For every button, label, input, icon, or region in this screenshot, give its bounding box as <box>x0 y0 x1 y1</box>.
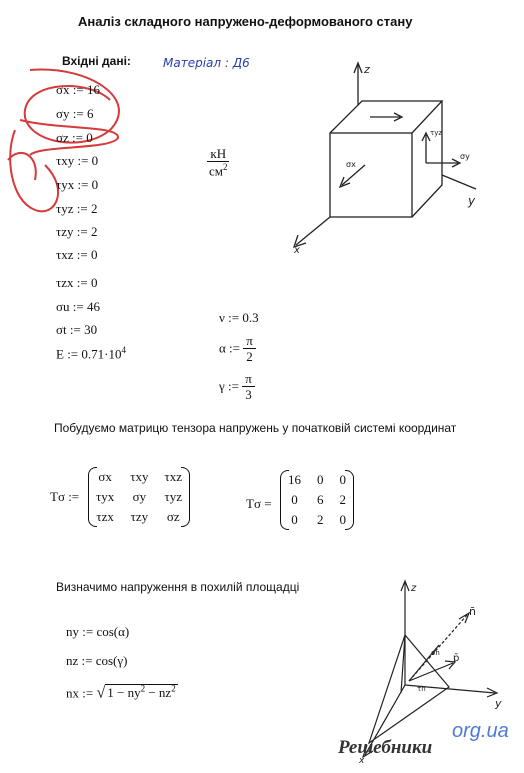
num-cell: 2 <box>339 492 346 507</box>
var-tau-yx: τyx := 0 <box>56 177 99 192</box>
sym-cell: τxy <box>130 469 149 484</box>
formula-nz: nz := cos(γ) <box>66 653 128 668</box>
cube-z-label: z <box>364 63 370 76</box>
tensor-symbolic-lhs: Tσ := <box>50 489 80 504</box>
gamma-lhs: γ := <box>219 378 239 394</box>
formula-nx <box>66 684 178 702</box>
tensor-numeric-table <box>280 470 354 530</box>
material-note: Матеріал : Д6 <box>163 56 250 70</box>
formula-ny: ny := cos(α) <box>66 624 130 639</box>
alpha-lhs: α := <box>219 340 241 356</box>
normal-vector-label: n̄ <box>469 605 476 618</box>
cube-tau-yz-label: τyz <box>430 129 443 137</box>
tensor-heading: Побудуємо матрицю тензора напружень у початковій системі координат <box>54 421 457 435</box>
plane-z-label: z <box>411 583 417 594</box>
var-sigma-x: σx := 16 <box>56 82 100 97</box>
sym-cell: τzy <box>130 509 149 524</box>
param-alpha <box>219 334 256 363</box>
sym-cell: σx <box>98 469 112 484</box>
alpha-denominator: 2 <box>246 349 253 364</box>
unit-denominator: см <box>209 163 223 179</box>
gamma-numerator: π <box>242 372 255 387</box>
unit-fraction <box>206 147 231 177</box>
num-cell: 6 <box>317 492 324 507</box>
cube-sigma-y-label: σy <box>460 152 470 161</box>
num-cell: 16 <box>288 472 301 487</box>
young-modulus-base: E := 0.71·10 <box>56 346 122 362</box>
young-modulus-exp: 4 <box>121 345 126 355</box>
unit-numerator: кН <box>207 147 229 162</box>
normal-stress-label: σn <box>431 649 440 657</box>
var-sigma-t: σt := 30 <box>56 322 98 337</box>
cube-sigma-x-label: σx <box>346 160 356 169</box>
sym-cell: σy <box>132 489 147 504</box>
num-cell: 0 <box>291 492 298 507</box>
sym-cell: τzx <box>96 509 114 524</box>
var-sigma-z: σz := 0 <box>56 130 93 145</box>
num-cell: 0 <box>291 512 298 527</box>
cube-x-label: x <box>294 245 300 255</box>
nx-lhs: nx := <box>66 685 94 701</box>
num-cell: 0 <box>339 472 346 487</box>
watermark-brand: Решебники <box>338 737 433 758</box>
var-sigma-y: σy := 6 <box>56 106 94 121</box>
var-tau-xz: τxz := 0 <box>56 247 98 262</box>
tensor-numeric-matrix <box>280 470 354 530</box>
sym-cell: σz <box>166 509 180 524</box>
tensor-numeric-lhs: Tσ = <box>246 496 272 511</box>
unit-denominator-exp: 2 <box>223 162 228 172</box>
input-heading: Вхідні дані: <box>62 54 131 68</box>
var-sigma-u: σu := 46 <box>56 299 100 314</box>
param-nu: ν := 0.3 <box>219 310 259 325</box>
var-young-modulus <box>56 345 126 362</box>
num-cell: 0 <box>339 512 346 527</box>
stress-vector-label: p̄ <box>453 653 460 664</box>
tensor-symbolic-table <box>88 467 190 527</box>
shear-stress-label: τn <box>417 685 426 693</box>
var-tau-zy: τzy := 2 <box>56 224 98 239</box>
var-tau-zx: τzx := 0 <box>56 275 98 290</box>
incline-heading: Визначимо напруження в похилій площадці <box>56 580 300 594</box>
watermark-org: org.ua <box>452 720 509 742</box>
var-tau-xy: τxy := 0 <box>56 153 99 168</box>
cube-y-label: y <box>468 194 476 208</box>
gamma-denominator: 3 <box>245 387 252 402</box>
param-gamma <box>219 372 255 401</box>
plane-y-label: y <box>495 697 502 710</box>
nx-radicand: $1 - ny^2 - nz^2$ <box>107 684 176 701</box>
tensor-symbolic-matrix <box>88 467 190 527</box>
sym-cell: τxz <box>164 469 182 484</box>
page-title: Аналіз складного напружено-деформованого стану <box>78 14 413 29</box>
num-cell: 2 <box>317 512 324 527</box>
num-cell: 0 <box>317 472 324 487</box>
sym-cell: τyz <box>164 489 182 504</box>
sqrt-sign: √ <box>96 684 106 702</box>
sym-cell: τyx <box>96 489 115 504</box>
var-tau-yz: τyz := 2 <box>56 201 98 216</box>
alpha-numerator: π <box>243 334 256 349</box>
stress-cube-sketch <box>290 55 490 255</box>
plane-x-label: x <box>359 756 365 765</box>
